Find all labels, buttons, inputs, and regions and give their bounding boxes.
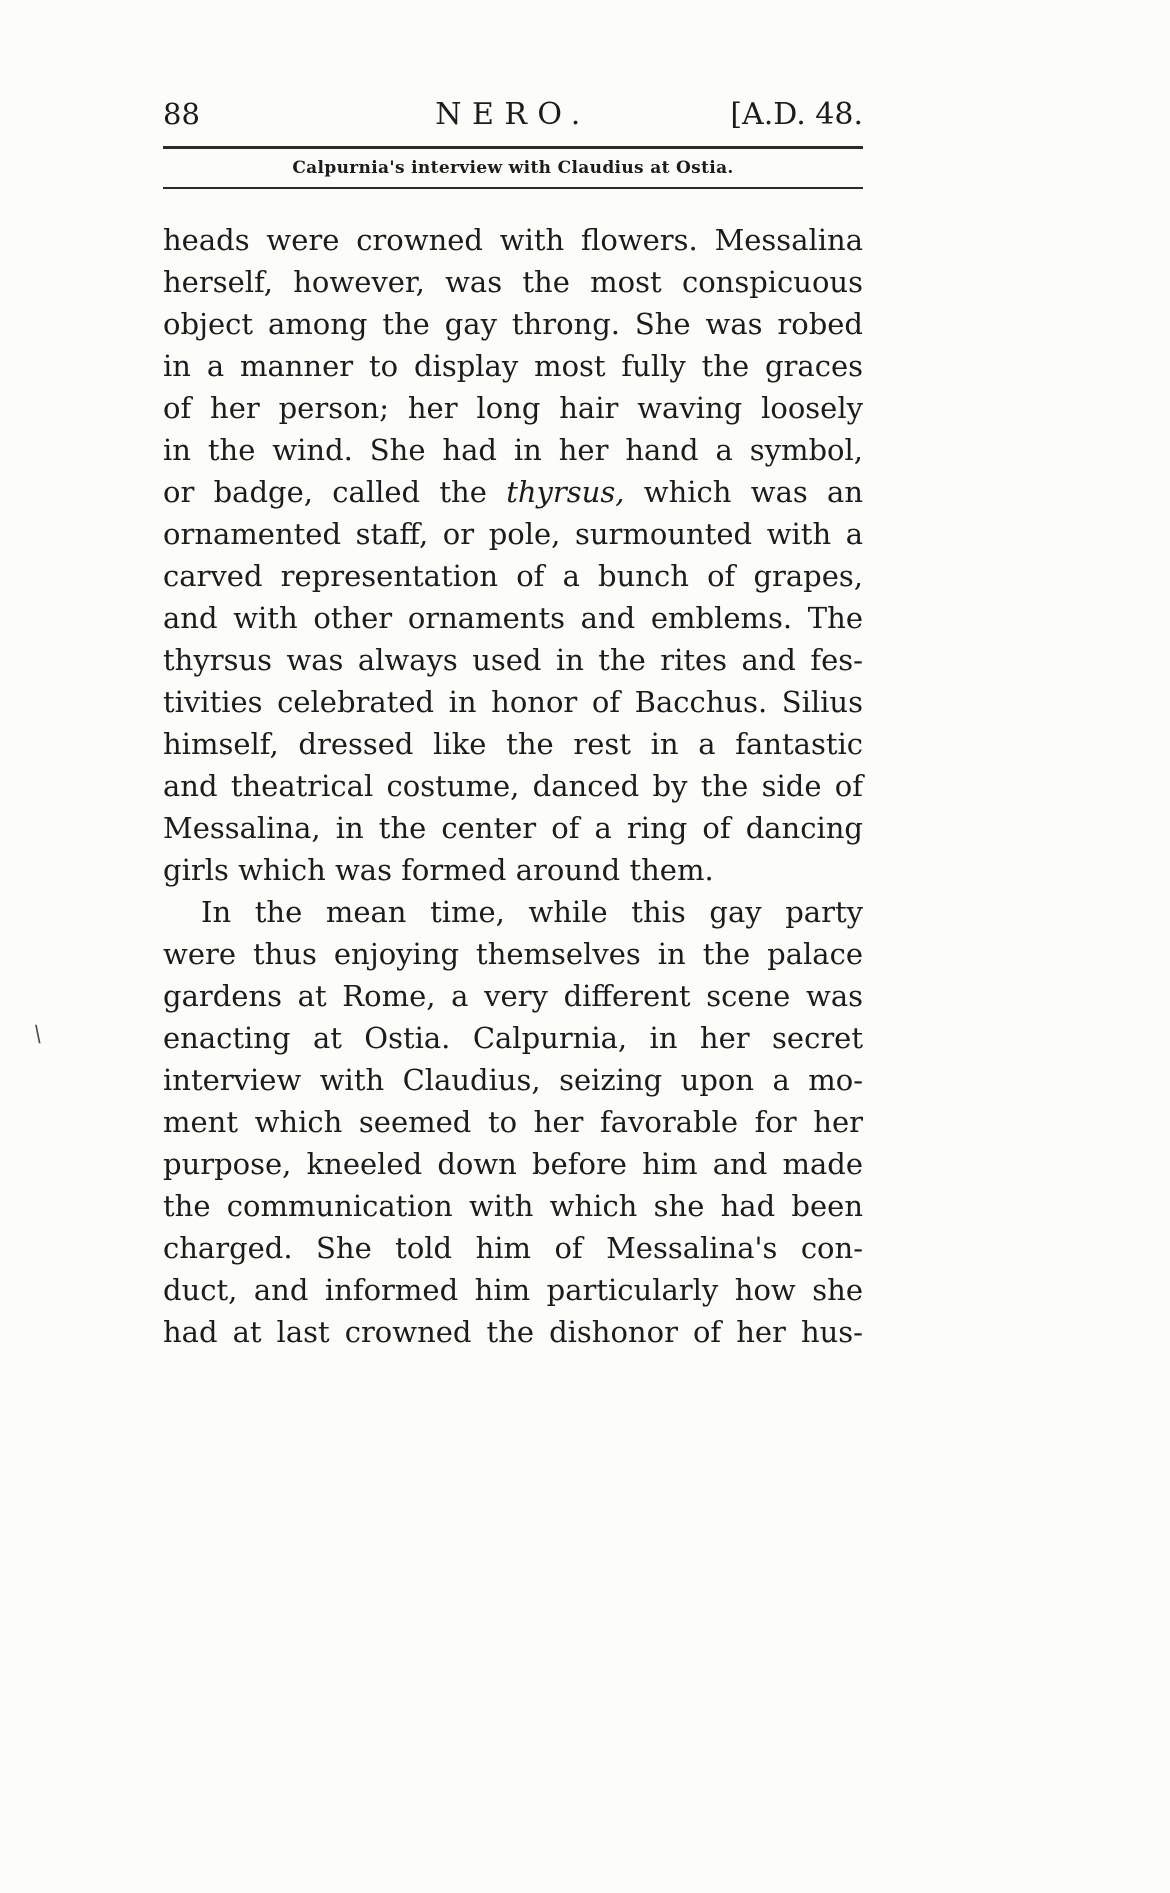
text-line [163,975,863,1017]
text-line [163,303,863,345]
text-line [163,219,863,261]
text-line [163,1185,863,1227]
text-segment: and theatrical costume, danced by the side of [163,769,863,803]
page-content [163,96,863,1353]
text-line [163,1269,863,1311]
text-segment: had at last crowned the dishonor of her hus- [163,1315,863,1349]
text-segment: enacting at Ostia. Calpurnia, in her secret [163,1021,863,1055]
text-segment: tivities celebrated in honor of Bacchus. Silius [163,685,863,719]
text-line [163,513,863,555]
text-segment: carved representation of a bunch of grapes, [163,559,863,593]
text-segment: interview with Claudius, seizing upon a mo- [163,1063,863,1097]
page-number: 88 [163,97,200,131]
text-segment: girls which was formed around them. [163,853,714,887]
text-line [163,429,863,471]
book-title: NERO. [435,97,591,132]
text-segment: thyrsus was always used in the rites and fes- [163,643,863,677]
text-segment: object among the gay throng. She was robed [163,307,863,341]
text-line [163,597,863,639]
text-line [163,1311,863,1353]
scan-artifact-mark: \ [32,1021,43,1048]
text-segment: heads were crowned with flowers. Messalina [163,223,863,257]
text-line [163,1143,863,1185]
text-segment: In the mean time, while this gay party [201,895,863,929]
text-line [163,723,863,765]
text-line [163,261,863,303]
text-segment: charged. She told him of Messalina's con- [163,1231,863,1265]
text-segment: herself, however, was the most conspicuous [163,265,863,299]
text-segment: gardens at Rome, a very different scene was [163,979,863,1013]
text-segment: ornamented staff, or pole, surmounted with a [163,517,863,551]
text-line [163,345,863,387]
text-segment: were thus enjoying themselves in the palace [163,937,863,971]
text-line [163,387,863,429]
paragraph [163,219,863,891]
text-segment: or badge, called the [163,475,507,509]
text-line [163,807,863,849]
text-line [163,471,863,513]
text-line [163,849,863,891]
text-line [163,933,863,975]
text-line [163,765,863,807]
text-line [163,639,863,681]
page-header [163,96,863,133]
text-segment: of her person; her long hair waving loosely [163,391,863,425]
text-segment: which was an [624,475,864,509]
italic-term: thyrsus, [506,475,625,509]
text-line [163,1059,863,1101]
text-line [163,681,863,723]
date-annotation: [A.D. 48. [730,97,863,132]
text-line [163,1017,863,1059]
text-line [163,1227,863,1269]
text-segment: purpose, kneeled down before him and made [163,1147,863,1181]
header-divider-bottom [163,187,863,189]
header-divider-top [163,146,863,149]
text-segment: Messalina, in the center of a ring of dancing [163,811,863,845]
text-segment: himself, dressed like the rest in a fantastic [163,727,863,761]
text-segment: the communication with which she had been [163,1189,863,1223]
text-segment: in a manner to display most fully the graces [163,349,863,383]
body-text [163,219,863,1353]
text-line [163,555,863,597]
text-line [163,891,863,933]
paragraph [163,891,863,1353]
text-segment: duct, and informed him particularly how she [163,1273,863,1307]
text-segment: and with other ornaments and emblems. The [163,601,863,635]
text-line [163,1101,863,1143]
running-header: Calpurnia's interview with Claudius at Ostia. [292,158,734,178]
text-segment: ment which seemed to her favorable for her [163,1105,863,1139]
text-segment: in the wind. She had in her hand a symbol, [163,433,863,467]
